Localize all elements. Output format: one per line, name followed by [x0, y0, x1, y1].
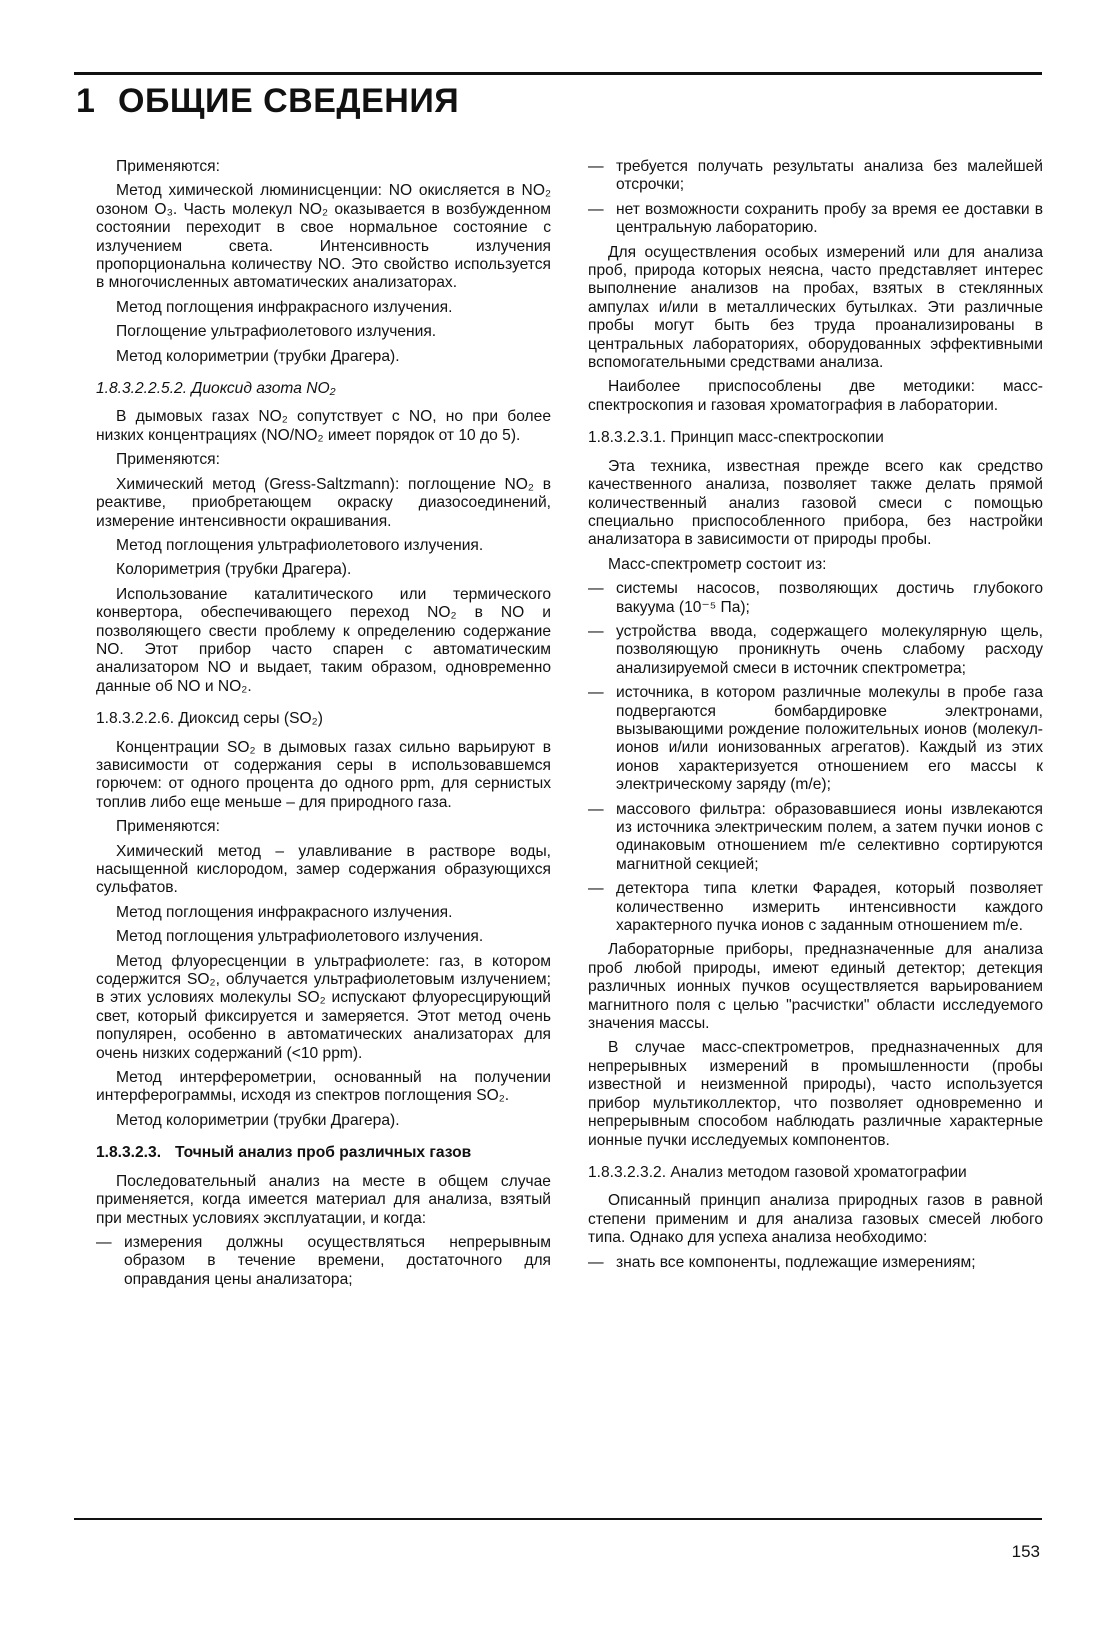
- paragraph: Метод колориметрии (трубки Драгера).: [116, 347, 400, 365]
- section-heading-bold: [96, 1144, 551, 1162]
- list-item: — нет возможности сохранить пробу за время ее доставки в центральную лабораторию.: [588, 201, 1043, 238]
- paragraph: Лабораторные приборы, предназначенные для анализа проб любой природы, имеют единый детектор; детекция различных ионных пучков осуществляется варьированием магнитного поля с целью "расчистки" области исследуемого значения массы.: [588, 941, 1043, 1033]
- footer-rule: [74, 1518, 1042, 1520]
- paragraph: Эта техника, известная прежде всего как средство качественного анализа, позволяет также делать прямой количественный анализ газовой смеси с помощью специально приспособленного прибора, без настройки анализатора в зависимости от природы пробы.: [588, 457, 1043, 549]
- paragraph: Описанный принцип анализа природных газов в равной степени применим и для анализа газовых смесей любого типа. Однако для успеха анализа необходимо:: [588, 1192, 1043, 1247]
- paragraph: Метод флуоресценции в ультрафиолете: газ, в котором содержится SO₂, облучается ультрафиолетовым излучением; в этих условиях молекулы SO₂ испускают флуоресцирующий свет, который фиксируется и замеряется. Этот метод очень популярен, особенно в автоматических анализаторах для очень низких содержаний (<10 ppm).: [96, 952, 551, 1062]
- paragraph: Применяются:: [116, 818, 220, 836]
- list-item: — устройства ввода, содержащего молекулярную щель, позволяющую проникнуть очень слабому расходу анализируемой смеси в источник спектрометра;: [588, 623, 1043, 678]
- paragraph: Химический метод – улавливание в растворе воды, насыщенной кислородом, замер содержания образующихся сульфатов.: [96, 842, 551, 897]
- page-number: 153: [1011, 1542, 1040, 1561]
- paragraph: Метод химической люминисценции: NO окисляется в NO₂ озоном O₃. Часть молекул NO₂ оказывается в возбужденном состоянии переходит в свое нормальное состояние с излучением света. Интенсивность излучения пропорциональна количеству NO. Это свойство используется в многочисленных автоматических анализаторах.: [96, 182, 551, 292]
- list-item: — детектора типа клетки Фарадея, который позволяет количественно измерить интенсивности каждого характерного пучка ионов с заданным отношением m/e.: [588, 880, 1043, 935]
- section-title: Точный анализ проб различных газов: [175, 1144, 472, 1162]
- list-item: — требуется получать результаты анализа без малейшей отсрочки;: [588, 158, 1043, 195]
- list-item: — системы насосов, позволяющих достичь глубокого вакуума (10⁻⁵ Па);: [588, 580, 1043, 617]
- section-number: 1.8.3.2.3.: [96, 1144, 162, 1162]
- left-column: [96, 158, 551, 1295]
- paragraph: Метод поглощения инфракрасного излучения.: [116, 903, 453, 921]
- section-heading: 1.8.3.2.3.1. Принцип масс-спектроскопии: [588, 429, 884, 447]
- right-column: [588, 158, 1043, 1278]
- paragraph: Использование каталитического или термического конвертора, обеспечивающего переход NO₂ в NO и позволяющего свести проблему к определению содержание NO. Этот прибор часто спарен с автоматическим анализатором NO и выдает, таким образом, одновременно данные об NO и NO₂.: [96, 585, 551, 695]
- paragraph: Метод поглощения ультрафиолетового излучения.: [116, 928, 484, 946]
- chapter-title: ОБЩИЕ СВЕДЕНИЯ: [118, 82, 460, 120]
- paragraph: Метод поглощения ультрафиолетового излучения.: [116, 536, 484, 554]
- list-item: — измерения должны осуществляться непрерывным образом в течение времени, достаточного для оправдания цены анализатора;: [96, 1234, 551, 1289]
- paragraph: Колориметрия (трубки Драгера).: [116, 561, 352, 579]
- list-item: — источника, в котором различные молекулы в пробе газа подвергаются бомбардировке электронами, вызывающими рождение положительных ионов (молекул-ионов и/или ионизованных агрегатов). Каждый из этих ионов характеризуется отношением его массы к электрическому заряду (m/e);: [588, 684, 1043, 794]
- section-heading: 1.8.3.2.3.2. Анализ методом газовой хроматографии: [588, 1163, 967, 1181]
- paragraph: Метод интерферометрии, основанный на получении интерферограммы, исходя из спектров поглощения SO₂.: [96, 1069, 551, 1105]
- paragraph: Наиболее приспособлены две методики: масс-спектроскопия и газовая хроматография в лаборатории.: [588, 378, 1043, 414]
- paragraph: Метод поглощения инфракрасного излучения.: [116, 298, 453, 316]
- paragraph: Применяются:: [116, 451, 220, 469]
- chapter-number: 1: [76, 82, 96, 120]
- paragraph: Метод колориметрии (трубки Драгера).: [116, 1111, 400, 1129]
- paragraph: Последовательный анализ на месте в общем случае применяется, когда имеется материал для анализа, взятый при местных условиях эксплуатации, и когда:: [96, 1172, 551, 1227]
- paragraph: Химический метод (Gress-Saltzmann): поглощение NO₂ в реактиве, приобретающем окраску диазосоединений, измерение интенсивности окрашивания.: [96, 475, 551, 530]
- section-heading: 1.8.3.2.2.5.2. Диоксид азота NO₂: [96, 380, 336, 398]
- list-item: — массового фильтра: образовавшиеся ионы извлекаются из источника электрическим полем, а затем пучки ионов с одинаковым отношением m/e селективно сортируются магнитной секцией;: [588, 801, 1043, 875]
- list-item: — знать все компоненты, подлежащие измерениям;: [588, 1254, 1043, 1272]
- paragraph: В случае масс-спектрометров, предназначенных для непрерывных измерений в промышленности (пробы известной и неизменной природы), часто используется прибор мультиколлектор, что позволяет одновременно и непрерывным способом наблюдать различные характерные ионные пучки исследуемых компонентов.: [588, 1039, 1043, 1149]
- chapter-heading: [76, 82, 459, 121]
- paragraph: Поглощение ультрафиолетового излучения.: [116, 323, 437, 341]
- header-rule: [74, 72, 1042, 75]
- section-heading: 1.8.3.2.2.6. Диоксид серы (SO₂): [96, 710, 323, 728]
- paragraph: В дымовых газах NO₂ сопутствует с NO, но при более низких концентрациях (NO/NO₂ имеет порядок от 10 до 5).: [96, 408, 551, 444]
- paragraph: Применяются:: [116, 158, 220, 175]
- paragraph: Масс-спектрометр состоит из:: [608, 555, 827, 573]
- paragraph: Для осуществления особых измерений или для анализа проб, природа которых неясна, часто представляет интерес выполнение анализов на пробах, взятых в стеклянных ампулах и/или в металлических бутылках. Эти различные пробы могут быть без труда проанализированы в центральных лабораториях, оборудованных эффективными вспомогательными средствами анализа.: [588, 243, 1043, 372]
- paragraph: Концентрации SO₂ в дымовых газах сильно варьируют в зависимости от содержания серы в использовавшемся горючем: от одного процента до одного ppm, для сернистых топлив либо еще меньше – для природного газа.: [96, 738, 551, 811]
